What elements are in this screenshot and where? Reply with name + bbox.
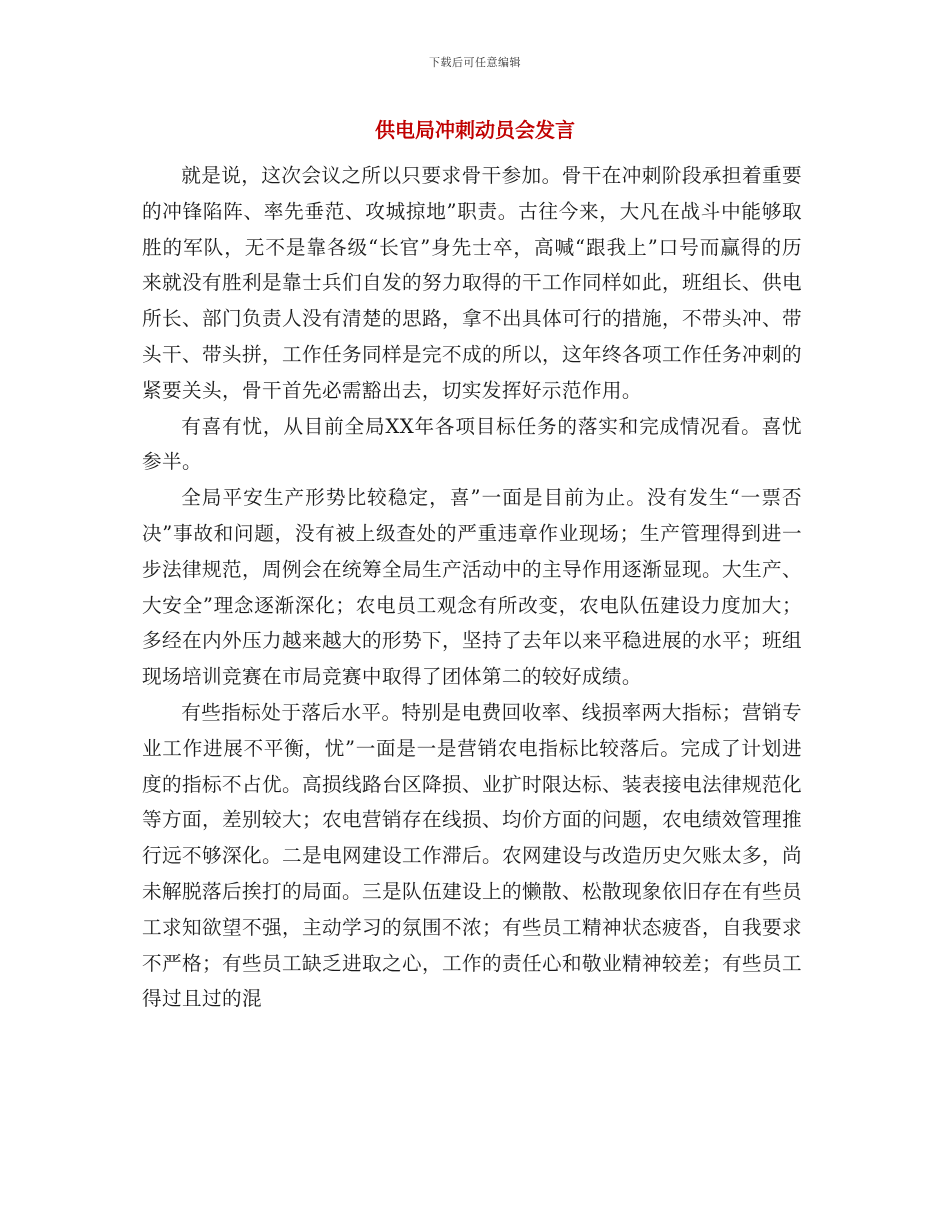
paragraph: 全局平安生产形势比较稳定，喜”一面是目前为止。没有发生“一票否决”事故和问题，没有被上级查处的严重违章作业现场；生产管理得到进一步法律规范，周例会在统筹全局生产活动中的主导作用逐渐显现。大生产、大安全”理念逐渐深化；农电员工观念有所改变，农电队伍建设力度加大；多经在内外压力越来越大的形势下，坚持了去年以来平稳进展的水平；班组现场培训竞赛在市局竞赛中取得了团体第二的较好成绩。 [142, 486, 802, 689]
page-header-note: 下载后可任意编辑 [429, 56, 521, 69]
paragraph: 有些指标处于落后水平。特别是电费回收率、线损率两大指标；营销专业工作进展不平衡，忧”一面是一是营销农电指标比较落后。完成了计划进度的指标不占优。高损线路台区降损、业扩时限达标、装表接电法律规范化等方面，差别较大；农电营销存在线损、均价方面的问题，农电绩效管理推行远不够深化。二是电网建设工作滞后。农网建设与改造历史欠账太多，尚未解脱落后挨打的局面。三是队伍建设上的懒散、松散现象依旧存在有些员工求知欲望不强，主动学习的氛围不浓；有些员工精神状态疲沓，自我要求不严格；有些员工缺乏进取之心，工作的责任心和敬业精神较差；有些员工得过且过的混 [142, 700, 802, 1011]
paragraph: 有喜有忧，从目前全局XX年各项目标任务的落实和完成情况看。喜忧参半。 [142, 414, 802, 474]
paragraph: 就是说，这次会议之所以只要求骨干参加。骨干在冲刺阶段承担着重要的冲锋陷阵、率先垂范、攻城掠地”职责。古往今来，大凡在战斗中能够取胜的军队，无不是靠各级“长官”身先士卒，高喊“跟我上”口号而赢得的历来就没有胜利是靠士兵们自发的努力取得的干工作同样如此，班组长、供电所长、部门负责人没有清楚的思路，拿不出具体可行的措施，不带头冲、带头干、带头拼，工作任务同样是完不成的所以，这年终各项工作任务冲刺的紧要关头，骨干首先必需豁出去，切实发挥好示范作用。 [142, 164, 802, 402]
document-body [142, 158, 802, 1017]
document-title: 供电局冲刺动员会发言 [375, 118, 575, 142]
